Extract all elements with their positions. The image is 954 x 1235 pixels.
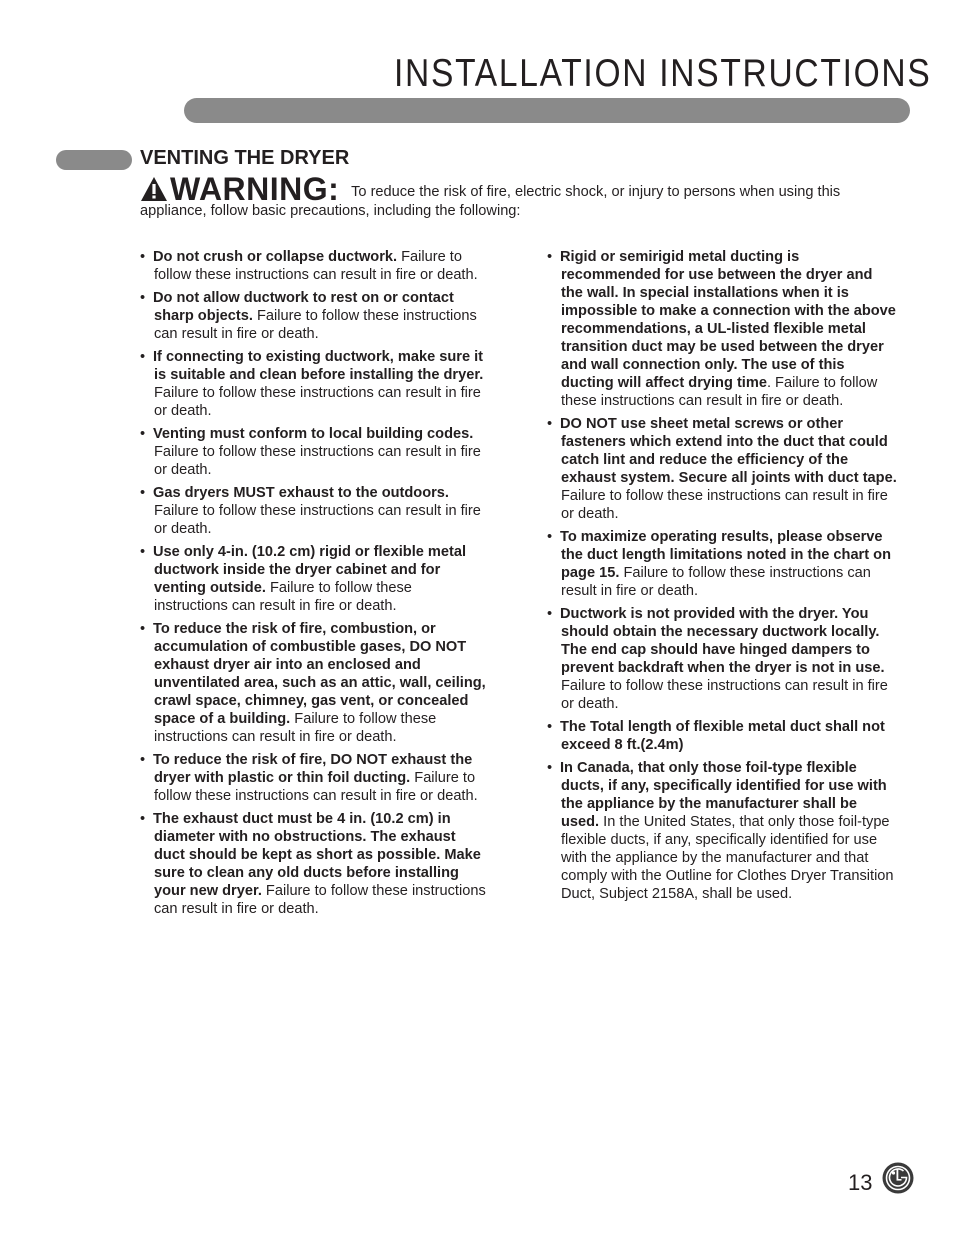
bullet-mark: • xyxy=(140,811,146,827)
page-number: 13 xyxy=(848,1170,873,1195)
warning-triangle-icon xyxy=(140,176,168,202)
item-bold-text: If connecting to existing ductwork, make sure it is suitable and clean before installing the dryer. xyxy=(153,349,484,383)
item-text: Failure to follow these instructions can result in fire or death. xyxy=(154,883,486,917)
item-bold-text: The exhaust duct must be 4 in. (10.2 cm) in diameter with no obstructions. The exhaust duct should be kept as short as possible. Make sure to clean any old ducts before installing your new dryer. xyxy=(153,811,481,899)
bullet-mark: • xyxy=(547,760,553,776)
item-text: In the United States, that only those foil-type flexible ducts, if any, specifically identified for use with the appliance by the manufacturer and that comply with the Outline for Clothes Dryer Transition Duct, Subject 2158A, shall be used. xyxy=(561,814,894,902)
bullet-mark: • xyxy=(547,249,553,265)
section-marker xyxy=(56,150,132,170)
right-bullet-list xyxy=(547,248,897,903)
warning-block xyxy=(140,171,890,220)
item-bold-text: In Canada, that only those foil-type flexible ducts, if any, specifically identified for use with the appliance by the manufacturer shall be used. xyxy=(560,760,887,830)
bullet-mark: • xyxy=(140,621,146,637)
left-bullet-list xyxy=(140,248,488,918)
item-bold-text: Gas dryers MUST exhaust to the outdoors. xyxy=(153,485,449,501)
item-text: Failure to follow these instructions can result in fire or death. xyxy=(154,249,478,283)
item-text: Failure to follow these instructions can result in fire or death. xyxy=(154,580,412,614)
item-bold-text: Do not allow ductwork to rest on or contact sharp objects. xyxy=(153,290,454,324)
page-title: INSTALLATION INSTRUCTIONS xyxy=(394,52,932,95)
bullet-mark: • xyxy=(547,719,553,735)
item-bold-text: Do not crush or collapse ductwork. xyxy=(153,249,398,265)
item-bold-text: The Total length of flexible metal duct shall not exceed 8 ft.(2.4m) xyxy=(560,719,885,753)
bullet-mark: • xyxy=(547,416,553,432)
warning-word: WARNING: xyxy=(170,171,340,207)
left-column xyxy=(140,248,488,923)
item-text: Failure to follow these instructions can result in fire or death. xyxy=(154,711,437,745)
item-text: Failure to follow these instructions can result in fire or death. xyxy=(154,503,481,537)
item-text: Failure to follow these instructions can result in fire or death. xyxy=(154,308,477,342)
list-item xyxy=(547,605,897,713)
item-text: Failure to follow these instructions can result in fire or death. xyxy=(561,678,888,712)
list-item xyxy=(547,718,897,754)
bullet-mark: • xyxy=(547,606,553,622)
list-item xyxy=(140,348,488,420)
list-item xyxy=(547,415,897,523)
list-item xyxy=(140,425,488,479)
warning-label xyxy=(140,171,339,207)
bullet-mark: • xyxy=(140,752,146,768)
item-bold-text: Rigid or semirigid metal ducting is recommended for use between the dryer and the wall. In special installations when it is impossible to make a connection with the above recommendations, a UL-listed flexible metal transition duct may be used between the dryer and wall connection only. The use of this ducting will affect drying time xyxy=(560,249,896,391)
list-item xyxy=(547,528,897,600)
bullet-mark: • xyxy=(140,485,146,501)
list-item xyxy=(140,484,488,538)
bullet-mark: • xyxy=(547,529,553,545)
item-bold-text: To maximize operating results, please observe the duct length limitations noted in the chart on page 15. xyxy=(560,529,891,581)
item-text: Failure to follow these instructions can result in fire or death. xyxy=(154,770,478,804)
item-text: . Failure to follow these instructions can result in fire or death. xyxy=(561,375,878,409)
bullet-mark: • xyxy=(140,290,146,306)
item-bold-text: DO NOT use sheet metal screws or other fasteners which extend into the duct that could catch lint and reduce the efficiency of the exhaust system. Secure all joints with duct tape. xyxy=(560,416,897,486)
list-item xyxy=(140,248,488,284)
item-text: Failure to follow these instructions can result in fire or death. xyxy=(154,444,481,478)
list-item xyxy=(140,810,488,918)
list-item xyxy=(140,543,488,615)
item-bold-text: Use only 4-in. (10.2 cm) rigid or flexible metal ductwork inside the dryer cabinet and for venting outside. xyxy=(153,544,467,596)
item-text: Failure to follow these instructions can result in fire or death. xyxy=(561,488,888,522)
item-bold-text: Venting must conform to local building codes. xyxy=(153,426,474,442)
item-bold-text: To reduce the risk of fire, DO NOT exhaust the dryer with plastic or thin foil ducting. xyxy=(153,752,473,786)
section-heading: VENTING THE DRYER xyxy=(140,147,350,169)
bullet-mark: • xyxy=(140,249,146,265)
item-bold-text: To reduce the risk of fire, combustion, or accumulation of combustible gases, DO NOT exhaust dryer air into an enclosed and unventilated area, such as an attic, wall, ceiling, crawl space, chimney, gas vent, or concealed space of a building. xyxy=(153,621,486,727)
right-column xyxy=(547,248,897,908)
warning-text: To reduce the risk of fire, electric shock, or injury to persons when using this appliance, follow basic precautions, including the following: xyxy=(140,184,841,219)
item-bold-text: Ductwork is not provided with the dryer. You should obtain the necessary ductwork locally. The end cap should have hinged dampers to prevent backdraft when the dryer is not in use. xyxy=(560,606,885,676)
lg-logo-icon xyxy=(882,1162,914,1194)
list-item xyxy=(140,289,488,343)
title-bar xyxy=(184,98,910,123)
item-text: Failure to follow these instructions can result in fire or death. xyxy=(561,565,871,599)
bullet-mark: • xyxy=(140,426,146,442)
bullet-mark: • xyxy=(140,544,146,560)
list-item xyxy=(547,248,897,410)
bullet-mark: • xyxy=(140,349,146,365)
list-item xyxy=(140,620,488,746)
list-item xyxy=(140,751,488,805)
item-text: Failure to follow these instructions can result in fire or death. xyxy=(154,385,481,419)
list-item xyxy=(547,759,897,903)
